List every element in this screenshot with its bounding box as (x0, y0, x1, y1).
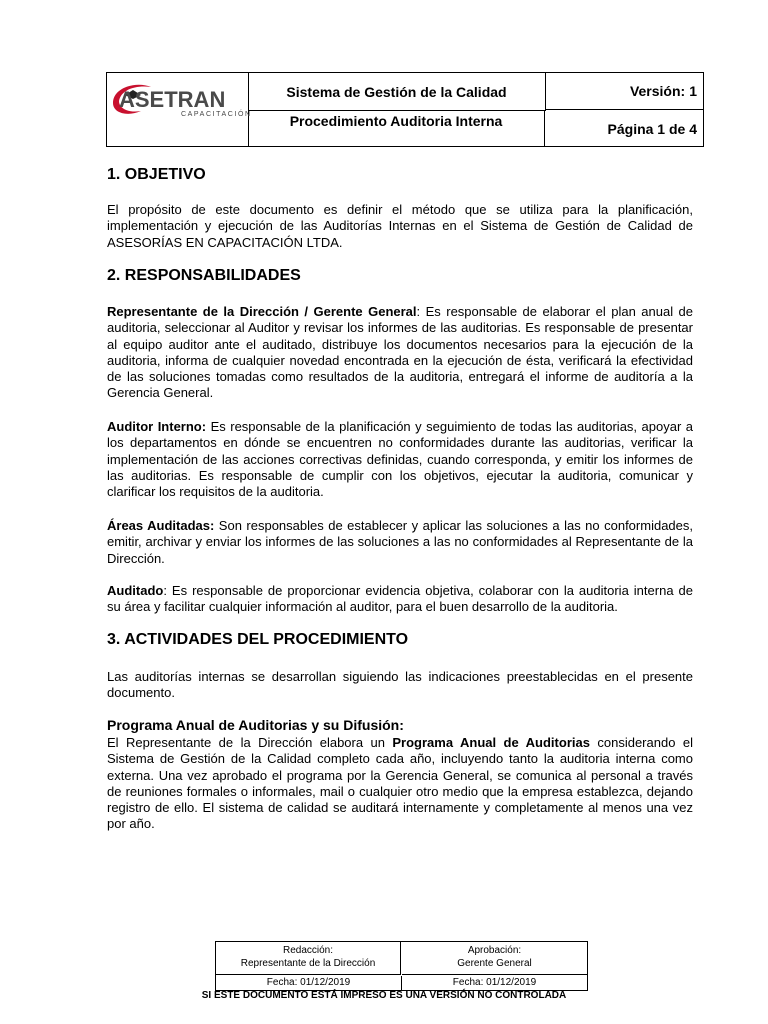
logo-text: ASETRAN (119, 87, 226, 112)
redaccion-cell (216, 942, 401, 975)
responsabilidad-text: : Es responsable de elaborar el plan anual de auditoria, seleccionar al Auditor y revisar los informes de las auditorias. Es responsable de presentar al equipo auditor ante el auditado, distribuye los documentos necesarios para la ejecución de la auditoria, informa de cualquier novedad encontrada en la ejecución de ésta, verificará la efectividad de las soluciones tomadas como resultados de la auditoria, entregará el informe de auditoría a la Gerencia General. (107, 304, 694, 401)
responsabilidad-label: Auditor Interno: (107, 419, 207, 434)
responsabilidad-auditado (107, 583, 693, 616)
logo-cell (107, 73, 252, 146)
objetivo-paragraph: El propósito de este documento es definir el método que se utiliza para la planificación, implementación y ejecución de las Auditorías Internas en el Sistema de Gestión de Calidad de ASESORÍAS EN CAPACITACIÓN LTDA. (107, 202, 693, 250)
section-title-actividades: 3. ACTIVIDADES DEL PROCEDIMIENTO (107, 631, 409, 648)
responsabilidad-label: Áreas Auditadas: (107, 518, 215, 533)
uncontrolled-version-notice: SI ESTE DOCUMENTO ESTÁ IMPRESO ES UNA VERSIÓN NO CONTROLADA (201, 990, 567, 1001)
subsection-title-programa: Programa Anual de Auditorias y su Difusión: (107, 717, 404, 733)
responsabilidad-label: Auditado (107, 583, 164, 598)
programa-bold: Programa Anual de Auditorias (392, 735, 590, 750)
actividades-paragraph: Las auditorías internas se desarrollan siguiendo las indicaciones preestablecidas en el presente documento. (107, 669, 693, 701)
aprobacion-cell (402, 942, 587, 975)
programa-text-b: considerando el Sistema de Gestión de la Calidad completo cada año, incluyendo tanto la auditoria interna como externa. Una vez aprobado el programa por la Gerencia General, se comunica al personal a través de reuniones formales o informales, mail o cualquier otro medio que la empresa establezca, dejando registro de ello. El sistema de calidad se auditará internamente y completamente al menos una vez por año. (107, 735, 693, 832)
responsabilidad-text: Es responsable de la planificación y seguimiento de todas las auditorias, apoyar a los departamentos en dónde se encuentren no conformidades durante las auditorias, verificar la implementación de las acciones correctivas definidas, cuando corresponda, y emitir los informes de las auditorias. Es responsable de cumplir con los objetivos, ejecutar la auditoria, comunicar y clarificar los requisitos de la auditoria. (107, 419, 693, 500)
responsabilidad-label: Representante de la Dirección / Gerente General (107, 304, 417, 319)
responsabilidad-auditor (107, 419, 693, 500)
section-title-objetivo: 1. OBJETIVO (107, 166, 206, 183)
procedure-title: Procedimiento Auditoria Interna (248, 111, 545, 146)
version-cell (546, 73, 703, 110)
redaccion-value: Representante de la Dirección (240, 958, 376, 969)
programa-paragraph (107, 735, 693, 833)
aprobacion-value: Gerente General (457, 958, 532, 969)
approval-table (215, 941, 588, 991)
system-title: Sistema de Gestión de la Calidad (248, 73, 546, 111)
aprobacion-label: Aprobación: (467, 945, 522, 956)
redaccion-label: Redacción: (282, 945, 334, 956)
page-number: Página 1 de 4 (607, 120, 697, 137)
responsabilidad-representante (107, 304, 693, 402)
responsabilidad-text: Son responsables de establecer y aplicar las soluciones a las no conformidades, emitir, archivar y enviar los informes de las soluciones a las no conformidades al Representante de la Dirección. (107, 518, 693, 566)
logo-subtitle: CAPACITACIÓN (181, 111, 252, 118)
fecha-redaccion: Fecha: 01/12/2019 (216, 976, 402, 990)
responsabilidad-text: : Es responsable de proporcionar evidencia objetiva, colaborar con la auditoria interna de su área y facilitar cualquier información al auditor, para el buen desarrollo de la auditoria. (107, 583, 693, 615)
version-value: 1 (689, 83, 697, 99)
section-title-responsabilidades: 2. RESPONSABILIDADES (107, 267, 301, 284)
programa-text-a: El Representante de la Dirección elabora un (107, 735, 393, 750)
fecha-aprobacion: Fecha: 01/12/2019 (452, 977, 537, 988)
version-label: Versión: (629, 83, 686, 99)
document-header (106, 72, 704, 147)
responsabilidad-areas (107, 518, 693, 567)
